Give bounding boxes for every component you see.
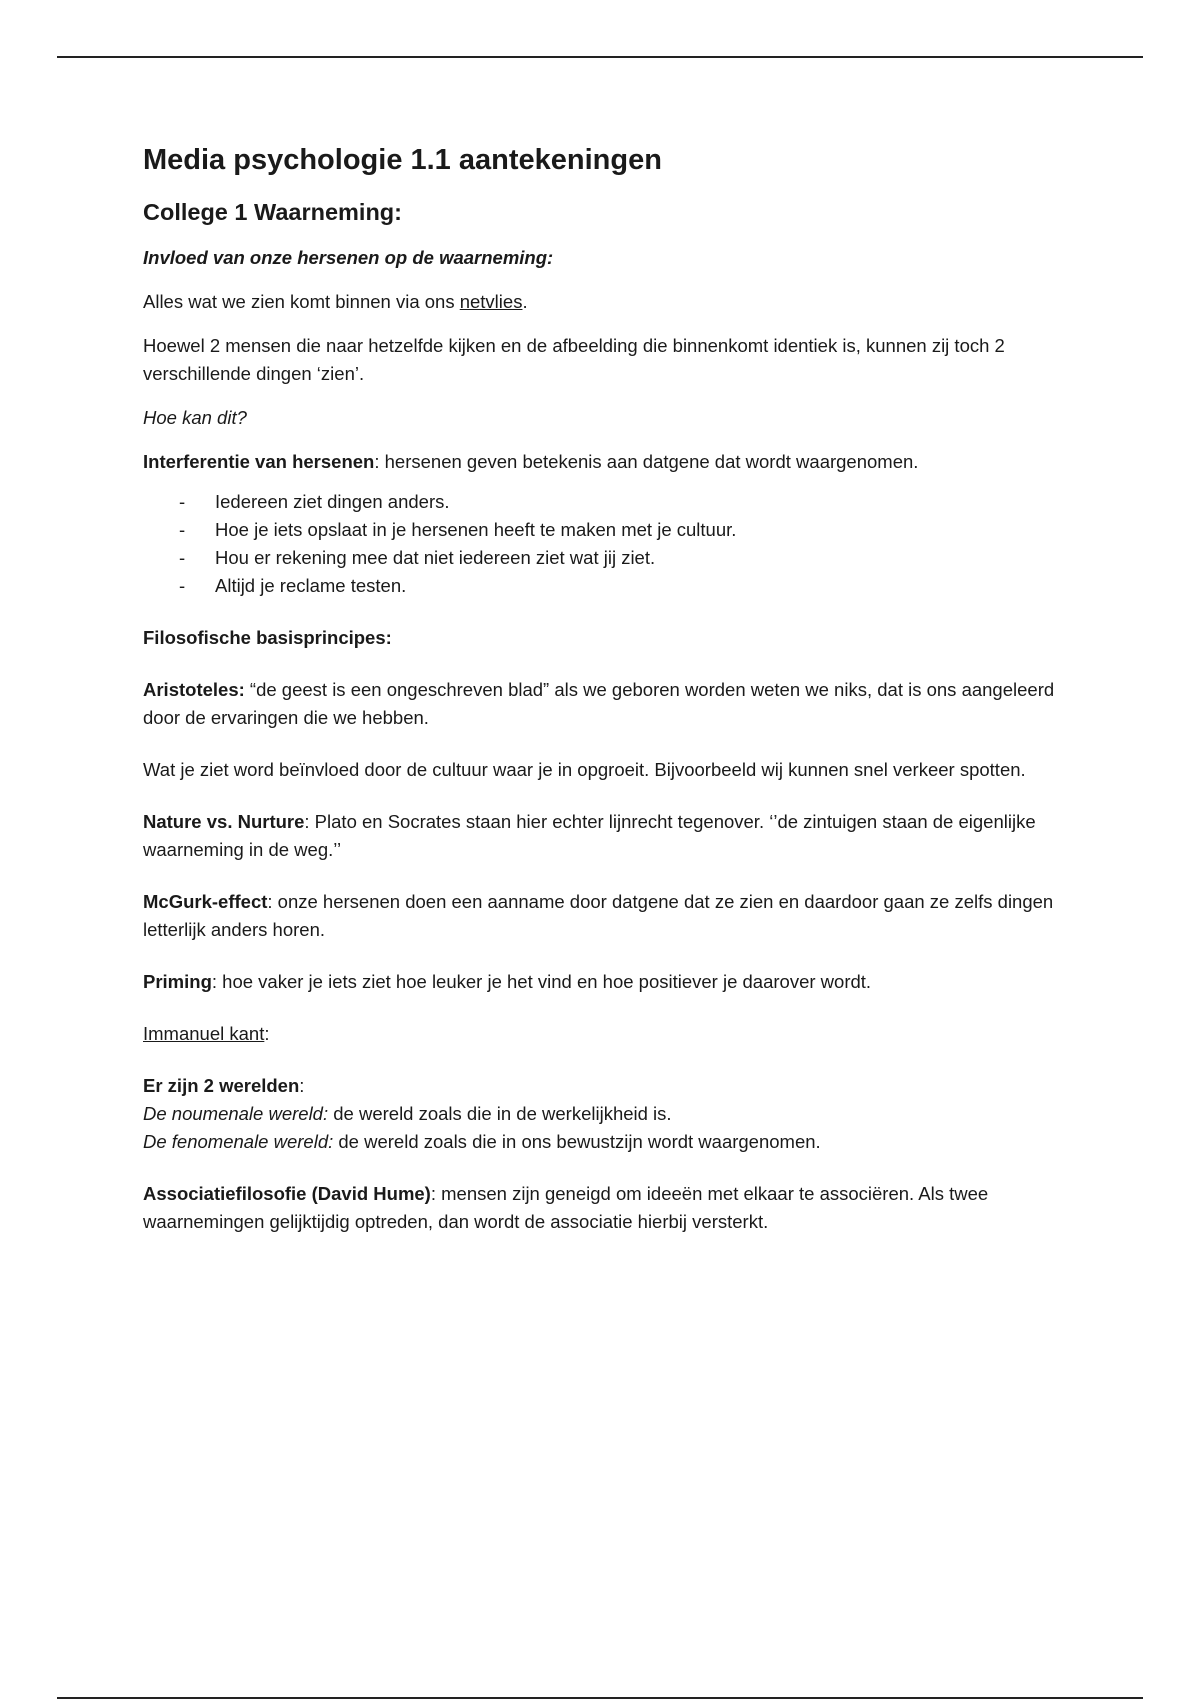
section-subheading: Invloed van onze hersenen op de waarneming: [143, 247, 554, 268]
nature-term: Nature vs. Nurture [143, 811, 305, 832]
philosophy-heading-text: Filosofische basisprincipes: [143, 627, 392, 648]
retina-term: netvlies [459, 291, 523, 312]
retina-paragraph [143, 288, 1063, 316]
noumenal-line [143, 1100, 1063, 1128]
list-item: - Hou er rekening mee dat niet iedereen ziet wat jij ziet. [143, 544, 1063, 572]
perception-paragraph: Hoewel 2 mensen die naar hetzelfde kijken en de afbeelding die binnenkomt identiek is, kunnen zij toch 2 verschillende dingen ‘zien’. [143, 335, 1005, 384]
mcgurk-term: McGurk-effect [143, 891, 268, 912]
association-text: : mensen zijn geneigd om ideeën met elkaar te associëren. Als twee waarnemingen gelijktijdig optreden, dan wordt de associatie hierbij versterkt. [143, 1183, 989, 1232]
mcgurk-text: : onze hersenen doen een aanname door datgene dat ze zien en daardoor gaan ze zelfs dingen letterlijk anders horen. [143, 891, 1054, 940]
aristoteles-term: Aristoteles: [143, 679, 245, 700]
document-title: Media psychologie 1.1 aantekeningen [143, 144, 662, 176]
kant-name: Immanuel kant [143, 1023, 265, 1044]
aristoteles-text: “de geest is een ongeschreven blad” als we geboren worden weten we niks, dat is ons aangeleerd door de ervaringen die we hebben. [143, 679, 1055, 728]
document-page [143, 140, 1063, 1236]
bottom-rule [57, 1697, 1143, 1699]
retina-period: . [522, 291, 528, 312]
kant-heading [143, 1020, 1063, 1048]
question-line [143, 404, 1063, 432]
nature-paragraph [143, 808, 1063, 864]
association-paragraph [143, 1180, 1063, 1236]
noumenal-term: De noumenale wereld: [143, 1103, 329, 1124]
retina-text: Alles wat we zien komt binnen via ons [143, 291, 460, 312]
culture-paragraph: Wat je ziet word beïnvloed door de cultuur waar je in opgroeit. Bijvoorbeeld wij kunnen snel verkeer spotten. [143, 759, 1026, 780]
question-text: Hoe kan dit? [143, 407, 247, 428]
worlds-colon: : [299, 1075, 305, 1096]
noumenal-text: de wereld zoals die in de werkelijkheid is. [328, 1103, 672, 1124]
priming-text: : hoe vaker je iets ziet hoe leuker je het vind en hoe positiever je daarover wordt. [211, 971, 872, 992]
aristoteles-paragraph [143, 676, 1063, 732]
kant-colon: : [264, 1023, 270, 1044]
phenomenal-line [143, 1128, 1063, 1156]
worlds-paragraph [143, 1072, 1063, 1156]
phenomenal-text: de wereld zoals die in ons bewustzijn wordt waargenomen. [333, 1131, 821, 1152]
interference-term: Interferentie van hersenen [143, 451, 375, 472]
priming-term: Priming [143, 971, 212, 992]
worlds-term: Er zijn 2 werelden [143, 1075, 300, 1096]
phenomenal-term: De fenomenale wereld: [143, 1131, 334, 1152]
list-item: - Iedereen ziet dingen anders. [143, 488, 1063, 516]
top-rule [57, 56, 1143, 58]
association-term: Associatiefilosofie (David Hume) [143, 1183, 431, 1204]
lecture-heading: College 1 Waarneming: [143, 199, 402, 225]
philosophy-heading [143, 624, 1063, 652]
priming-paragraph [143, 968, 1063, 996]
interference-text: : hersenen geven betekenis aan datgene dat wordt waargenomen. [374, 451, 919, 472]
worlds-line [143, 1072, 1063, 1100]
interference-paragraph [143, 448, 1063, 476]
list-item: - Hoe je iets opslaat in je hersenen heeft te maken met je cultuur. [143, 516, 1063, 544]
interference-list [143, 488, 1063, 600]
mcgurk-paragraph [143, 888, 1063, 944]
list-item: - Altijd je reclame testen. [143, 572, 1063, 600]
nature-text: : Plato en Socrates staan hier echter lijnrecht tegenover. ‘’de zintuigen staan de eigenlijke waarneming in de weg.’’ [143, 811, 1036, 860]
